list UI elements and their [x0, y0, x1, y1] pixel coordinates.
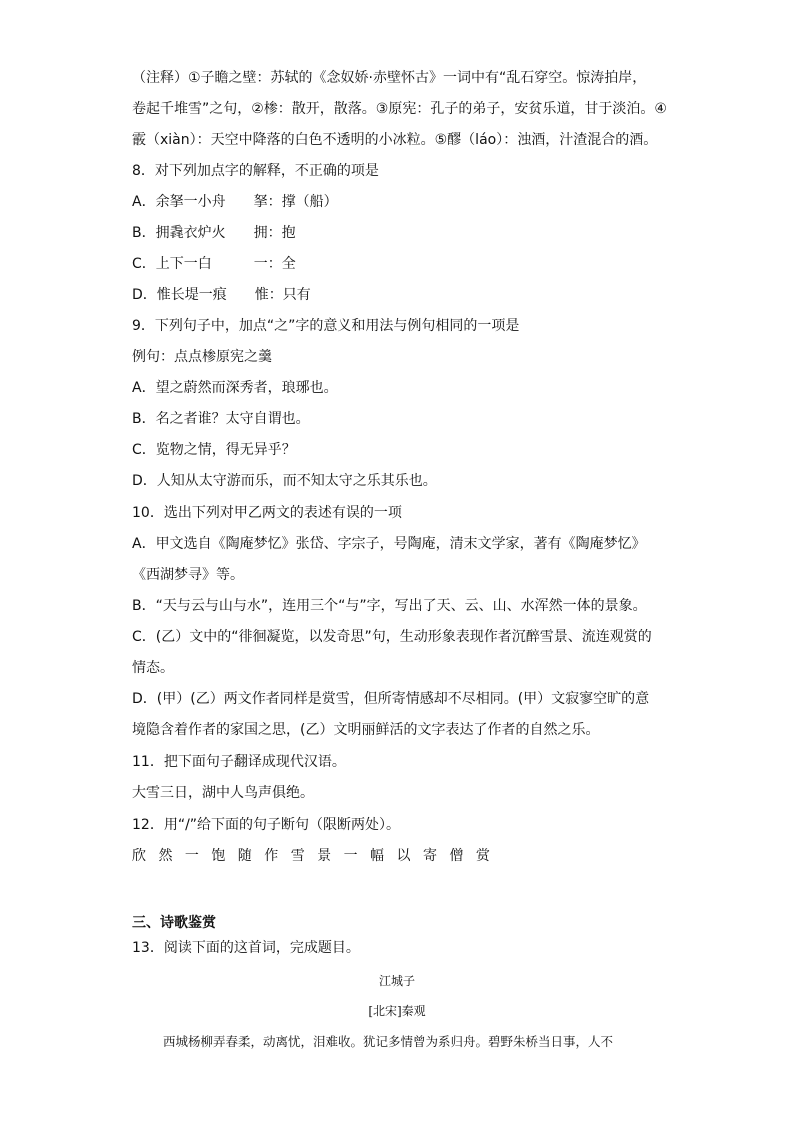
q9-option-a: A．望之蔚然而深秀者，琅琊也。 — [132, 380, 338, 396]
q10-line: A．甲文选自《陶庵梦忆》张岱、字宗子，号陶庵，清末文学家，著有《陶庵梦忆》 — [132, 536, 646, 552]
q9-option-d: D．人知从太守游而乐，而不知太守之乐其乐也。 — [132, 473, 437, 489]
q8-option-d: D．惟长堤一痕 惟：只有 — [132, 287, 311, 303]
note-line-3: 霰（xiàn）：天空中降落的白色不透明的小冰粒。⑤醪（láo）：浊酒，汁渣混合的酒。 — [132, 132, 658, 148]
q8-option-c: C．上下一白 一：全 — [132, 256, 296, 272]
q12-sentence: 欣 然 一 饱 随 作 雪 景 一 幅 以 寄 僧 赏 — [132, 848, 494, 864]
q11-stem: 11．把下面句子翻译成现代汉语。 — [132, 754, 346, 770]
q9-option-c: C．览物之情，得无异乎？ — [132, 442, 296, 458]
q9-option-b: B．名之者谁？太守自谓也。 — [132, 411, 310, 427]
q10-line: 《西湖梦寻》等。 — [132, 567, 244, 583]
q8-option-b: B．拥毳衣炉火 拥：抱 — [132, 225, 296, 241]
q8-stem: 8．对下列加点字的解释，不正确的项是 — [132, 163, 379, 179]
q10-stem: 10．选出下列对甲乙两文的表述有误的一项 — [132, 505, 402, 521]
poem-title: 江城子 — [378, 974, 415, 988]
note-line-2: 卷起千堆雪”之句，②椮：散开，散落。③原宪：孔子的弟子，安贫乐道，甘于淡泊。④ — [132, 101, 667, 117]
q12-stem: 12．用“/”给下面的句子断句（限断两处）。 — [132, 817, 401, 833]
poem-line: 西城杨柳弄春柔，动离忧，泪难收。犹记多情曾为系归舟。碧野朱桥当日事，人不 — [163, 1034, 614, 1049]
q9-stem: 9．下列句子中，加点“之”字的意义和用法与例句相同的一项是 — [132, 318, 520, 334]
q10-line: D．(甲）(乙）两文作者同样是赏雪，但所寄情感却不尽相同。(甲）文寂寥空旷的意 — [132, 691, 650, 707]
q10-line: B．“天与云与山与水”，连用三个“与”字，写出了天、云、山、水浑然一体的景象。 — [132, 598, 647, 614]
q9-example: 例句：点点椮原宪之羹 — [132, 349, 272, 365]
q10-line: 境隐含着作者的家国之思，(乙）文明丽鲜活的文字表达了作者的自然之乐。 — [132, 722, 600, 738]
q10-line: C．(乙）文中的“徘徊凝览，以发奇思”句，生动形象表现作者沉醉雪景、流连观赏的 — [132, 629, 652, 645]
section-heading: 三、诗歌鉴赏 — [132, 915, 216, 931]
q13-stem: 13．阅读下面的这首词，完成题目。 — [132, 940, 360, 956]
note-line-1: （注释）①子瞻之壁：苏轼的《念奴娇·赤壁怀古》一词中有“乱石穿空。惊涛拍岸， — [132, 70, 647, 86]
q10-line: 情态。 — [132, 660, 174, 676]
poem-author: [北宋]秦观 — [368, 1004, 426, 1018]
q11-sentence: 大雪三日，湖中人鸟声俱绝。 — [132, 785, 314, 801]
q8-option-a: A．余拏一小舟 拏：撑（船） — [132, 194, 338, 210]
